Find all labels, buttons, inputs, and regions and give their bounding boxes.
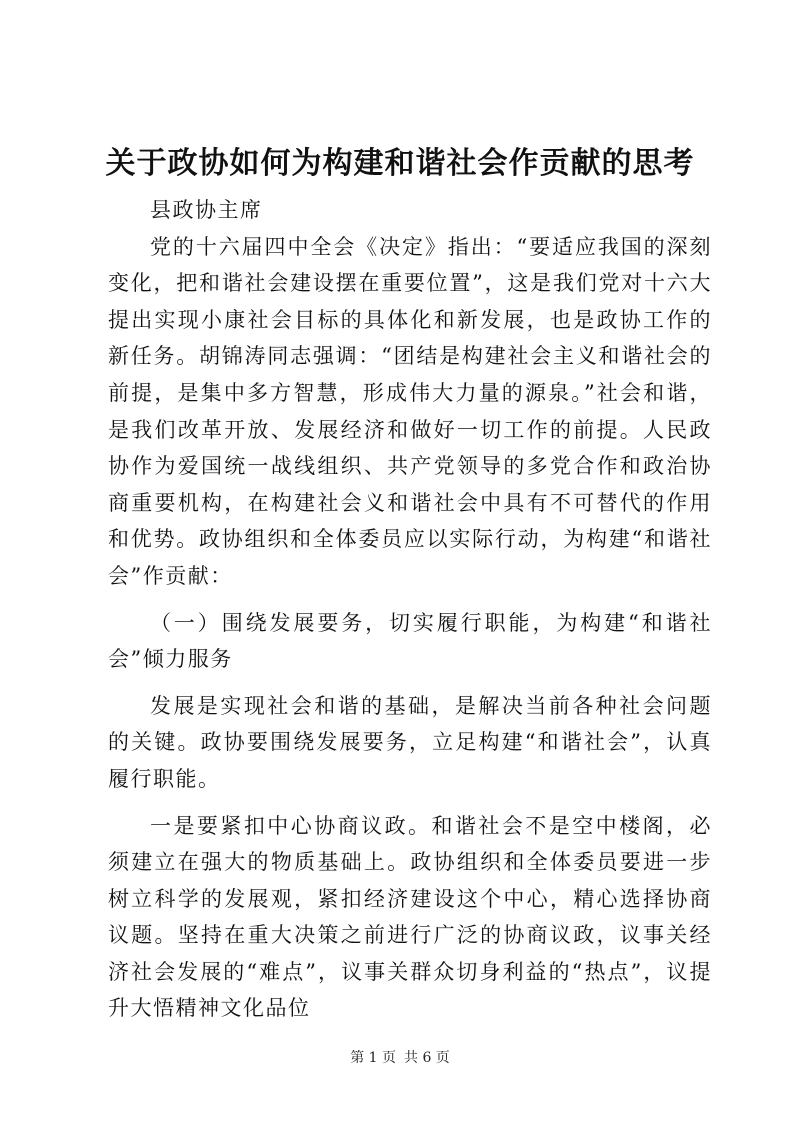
author-line: 县政协主席 (150, 198, 263, 222)
document-title: 关于政协如何为构建和谐社会作贡献的思考 (105, 146, 695, 181)
paragraph-intro: 党的十六届四中全会《决定》指出：“要适应我国的深刻变化，把和谐社会建设摆在重要位置”，这是我们党对十六大提出实现小康社会目标的具体化和新发展，也是政协工作的新任务。胡锦涛同志强调：“团结是构建社会主义和谐社会的前提，是集中多方智慧，形成伟大力量的源泉。”社会和谐，是我们改革开放、发展经济和做好一切工作的前提。人民政协作为爱国统一战线组织、共产党领导的多党合作和政治协商重要机构，在构建社会义和谐社会中具有不可替代的作用和优势。政协组织和全体委员应以实际行动，为构建“和谐社会”作贡献： (108, 234, 712, 588)
section-heading: （一）围绕发展要务，切实履行职能，为构建“和谐社会”倾力服务 (108, 610, 712, 672)
page-number: 第 1 页 (350, 1050, 396, 1066)
paragraph-development: 发展是实现社会和谐的基础，是解决当前各种社会问题的关键。政协要围绕发展要务，立足构建“和谐社会”，认真履行职能。 (108, 693, 712, 791)
total-pages: 共 6 页 (404, 1050, 450, 1066)
document-body (108, 192, 712, 1027)
page-footer (0, 1049, 800, 1067)
paragraph-point-one: 一是要紧扣中心协商议政。和谐社会不是空中楼阁，必须建立在强大的物质基础上。政协组织和全体委员要进一步树立科学的发展观，紧扣经济建设这个中心，精心选择协商议题。坚持在重大决策之前进行广泛的协商议政，议事关经济社会发展的“难点”，议事关群众切身利益的“热点”，议提升大悟精神文化品位 (108, 813, 712, 1021)
